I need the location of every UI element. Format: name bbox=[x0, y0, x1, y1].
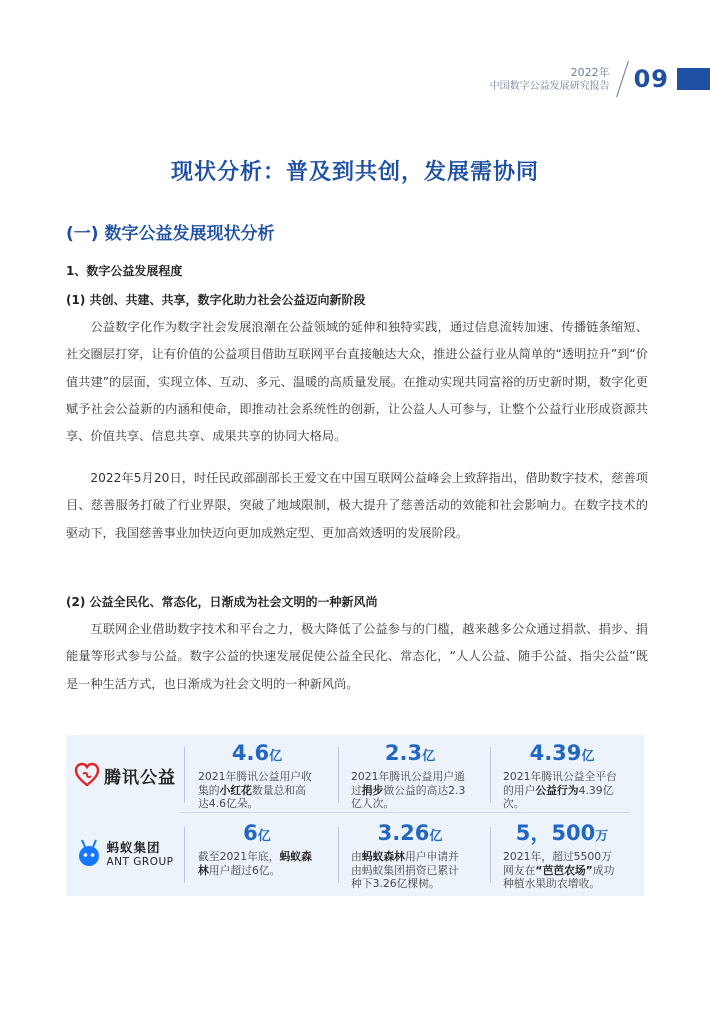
stat-unit: 万 bbox=[595, 829, 609, 844]
stat-divider bbox=[338, 747, 339, 803]
stat-description: 2021年腾讯公益用户收集的小红花数量总和高达4.6亿朵。 bbox=[198, 770, 312, 810]
stat-unit: 亿 bbox=[429, 829, 443, 844]
stat-description: 截至2021年底，蚂蚁森林用户超过6亿。 bbox=[198, 850, 312, 877]
ant-logo-text-cn: 蚂蚁集团 bbox=[106, 840, 161, 855]
tencent-stat-3 bbox=[503, 741, 621, 811]
header-year: 2022年 bbox=[570, 65, 610, 79]
subsection-heading: 1、数字公益发展程度 bbox=[66, 264, 183, 278]
page-number: 09 bbox=[633, 65, 669, 93]
stat-description: 由蚂蚁森林用户申请并由蚂蚁集团捐资已累计种下3.26亿棵树。 bbox=[351, 850, 459, 890]
header-accent-bar bbox=[677, 68, 710, 90]
ant-logo-text-en: ANT GROUP bbox=[106, 856, 174, 868]
header-report-title: 中国数字公益发展研究报告 bbox=[489, 80, 610, 92]
stats-panel bbox=[66, 735, 644, 896]
tencent-heart-icon bbox=[74, 762, 100, 788]
stat-description: 2021年腾讯公益全平台的用户公益行为4.39亿次。 bbox=[503, 770, 617, 810]
row-divider bbox=[180, 812, 630, 813]
tencent-divider bbox=[184, 747, 185, 803]
stat-description: 2021年腾讯公益用户通过捐步做公益的高达2.3亿人次。 bbox=[351, 770, 466, 810]
point1-paragraph-1: 公益数字化作为数字社会发展浪潮在公益领域的延伸和独特实践，通过信息流转加速、传播链条缩短、社交圈层打穿，让有价值的公益项目借助互联网平台直接触达大众，推进公益行业从简单的“透明拉升”到“价值共建”的层面，实现立体、互动、多元、温暖的高质量发展。在推动实现共同富裕的历史新时期，数字化更赋予社会公益新的内涵和使命，即推动社会系统性的创新，让公益人人可参与，让整个公益行业形成资源共享、价值共享、信息共享、成果共享的协同大格局。 bbox=[66, 320, 648, 444]
stat-unit: 亿 bbox=[257, 829, 271, 844]
point2-paragraph-1: 互联网企业借助数字技术和平台之力，极大降低了公益参与的门槛，越来越多公众通过捐款、捐步、捐能量等形式参与公益。数字公益的快速发展促使公益全民化、常态化，“人人公益、随手公益、指尖公益”既是一种生活方式，也日渐成为社会文明的一种新风尚。 bbox=[66, 622, 648, 691]
page-title: 现状分析：普及到共创，发展需协同 bbox=[170, 160, 539, 185]
ant-stat-2 bbox=[351, 821, 469, 891]
stat-unit: 亿 bbox=[269, 749, 283, 764]
stat-value: 2.3 bbox=[384, 741, 423, 765]
stat-description: 2021年，超过5500万网友在“芭芭农场”成功种植水果助农增收。 bbox=[503, 850, 615, 890]
section-title: (一) 数字公益发展现状分析 bbox=[66, 224, 275, 244]
stat-divider bbox=[490, 747, 491, 803]
point2-heading: (2) 公益全民化、常态化，日渐成为社会文明的一种新风尚 bbox=[66, 595, 378, 609]
ant-icon bbox=[76, 838, 102, 868]
stat-value: 4.6 bbox=[231, 741, 270, 765]
header-text bbox=[490, 66, 610, 93]
stat-divider bbox=[338, 827, 339, 883]
stat-value: 5，500 bbox=[515, 821, 596, 845]
stat-unit: 亿 bbox=[581, 749, 595, 764]
ant-divider bbox=[184, 827, 185, 883]
point1-heading: (1) 共创、共建、共享，数字化助力社会公益迈向新阶段 bbox=[66, 293, 366, 307]
tencent-logo-text: 腾讯公益 bbox=[104, 767, 176, 788]
stat-value: 4.39 bbox=[529, 741, 582, 765]
ant-stat-1 bbox=[198, 821, 316, 877]
ant-stat-3 bbox=[503, 821, 621, 891]
tencent-charity-logo bbox=[66, 745, 184, 805]
point1-paragraph-2: 2022年5月20日，时任民政部副部长王爱文在中国互联网公益峰会上致辞指出，借助数字技术，慈善项目、慈善服务打破了行业界限，突破了地域限制，极大提升了慈善活动的效能和社会影响力。在数字技术的驱动下，我国慈善事业加快迈向更加成熟定型、更加高效透明的发展阶段。 bbox=[66, 471, 648, 540]
stat-value: 6 bbox=[243, 821, 258, 845]
stat-divider bbox=[490, 827, 491, 883]
stat-unit: 亿 bbox=[422, 749, 436, 764]
tencent-stat-1 bbox=[198, 741, 316, 811]
stat-value: 3.26 bbox=[377, 821, 430, 845]
header-divider bbox=[616, 62, 630, 96]
tencent-stat-2 bbox=[351, 741, 469, 811]
ant-group-logo bbox=[66, 823, 184, 883]
page-header bbox=[490, 62, 710, 96]
